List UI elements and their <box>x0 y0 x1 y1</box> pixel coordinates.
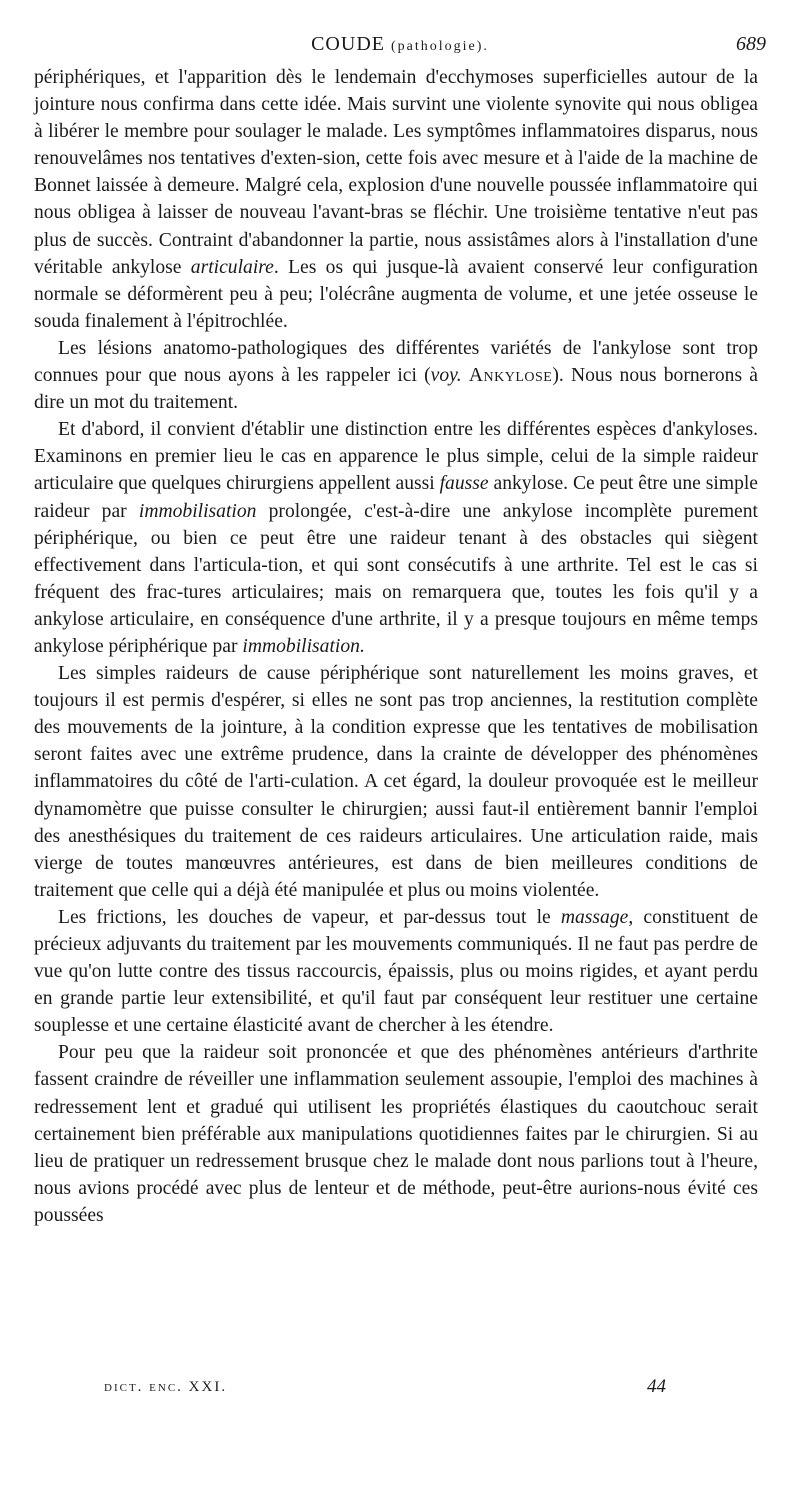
paragraph <box>34 904 758 1039</box>
italic-text: immobilisation. <box>242 635 365 657</box>
small-caps-text: Ankylose <box>468 365 553 387</box>
running-title-main: COUDE <box>311 33 385 55</box>
paragraph <box>34 660 758 904</box>
text-run: Et d'abord, il convient d'établir une distinction entre les différentes espèces d'ankyloses. Examinons en premier lieu le cas en apparence le plus simple, celui de la simple raideur articulaire que quelques chirurgiens appellent aussi <box>34 419 758 495</box>
page-footer <box>104 1374 704 1400</box>
text-run: Les lésions anatomo-pathologiques des différentes variétés de l'ankylose sont trop connues pour que nous ayons à les rappeler ici ( <box>34 337 758 387</box>
italic-text: voy. <box>430 365 462 387</box>
italic-text: massage <box>560 906 629 928</box>
paragraph <box>34 335 758 416</box>
running-title-subtitle: (pathologie). <box>390 39 489 54</box>
running-header <box>34 32 766 56</box>
italic-text: fausse <box>439 473 489 495</box>
paragraph <box>34 64 758 335</box>
text-run <box>462 365 469 386</box>
text-run: Les simples raideurs de cause périphérique sont naturellement les moins graves, et toujours il est permis d'espérer, si elles ne sont pas trop anciennes, la restitution complète des mouvements de la jointure, à la condition expresse que les tentatives de mobilisation seront faites avec une extrême prudence, dans la crainte de développer des phénomènes inflammatoires du côté de l'arti-culation. A cet égard, la douleur provoquée est le meilleur dynamomètre que puisse consulter le chirurgien; aussi faut-il entièrement bannir l'emploi des anesthésiques du traitement de ces raideurs articulaires. Une articulation raide, mais vierge de toutes manœuvres antérieures, est dans de bien meilleures conditions de traitement que celle qui a déjà été manipulée et plus ou moins violentée. <box>34 663 758 901</box>
text-run: ankylose. Ce peut être une simple raideur par <box>34 473 759 522</box>
text-run: prolongée, c'est-à-dire une ankylose incomplète purement périphérique, ou bien ce peut être une raideur tenant à des obstacles qui siègent effectivement dans l'articula-tion, et qui sont consécutifs à une arthrite. Tel est le cas si fréquent des frac-tures articulaires; mais on remarquera que, toutes les fois qu'il y a ankylose articulaire, en conséquence d'une arthrite, il y a presque toujours en même temps ankylose périphérique par <box>34 500 758 657</box>
text-run: , constituent de précieux adjuvants du traitement par les mouvements communiqués. Il ne faut pas perdre de vue qu'on lutte contre des tissus raccourcis, épaissis, plus ou moins rigides, et ayant perdu en grande partie leur extensibilité, et qu'il faut par conséquent leur restituer une certaine souplesse et une certaine élasticité avant de chercher à les étendre. <box>34 906 759 1037</box>
page-number: 689 <box>736 33 766 55</box>
text-run: Pour peu que la raideur soit prononcée et que des phénomènes antérieurs d'arthrite fassent craindre de réveiller une inflammation seulement assoupie, l'emploi des machines à redressement lent et gradué qui utilisent les propriétés élastiques du caoutchouc serait certainement bien préférable aux manipulations quotidiennes faites par le chirurgien. Si au lieu de pratiquer un redressement brusque chez le malade dont nous parlions tout à l'heure, nous avions procédé avec plus de lenteur et de méthode, peut-être aurions-nous évité ces poussées <box>34 1042 758 1226</box>
text-run: . Les os qui jusque-là avaient conservé leur configuration normale se déformèrent peu à peu; l'olécrâne augmenta de volume, et une jetée osseuse le souda finalement à l'épitrochlée. <box>34 256 758 332</box>
text-run: périphériques, et l'apparition dès le lendemain d'ecchymoses superficielles autour de la jointure nous confirma dans cette idée. Mais survint une violente synovite qui nous obligea à libérer le membre pour soulager le malade. Les symptômes inflammatoires disparus, nous renouvelâmes nos tentatives d'exten-sion, cette fois avec mesure et à l'aide de la machine de Bonnet laissée à demeure. Malgré cela, explosion d'une nouvelle poussée inflammatoire qui nous obligea à laisser de nouveau l'avant-bras se fléchir. Une troisième tentative n'eut pas plus de succès. Contraint d'abandonner la partie, nous assistâmes alors à l'installation d'une véritable ankylose <box>34 67 758 278</box>
text-run: ). Nous nous bornerons à dire un mot du traitement. <box>34 365 758 414</box>
signature-number: 44 <box>647 1376 666 1397</box>
text-run: Les frictions, les douches de vapeur, et par-dessus tout le <box>58 906 561 928</box>
italic-text: immobilisation <box>138 500 257 522</box>
paragraph <box>34 416 758 660</box>
running-title <box>34 32 766 59</box>
italic-text: articulaire <box>190 256 274 278</box>
printer-signature: dict. enc. XXI. <box>104 1379 228 1395</box>
paragraph <box>34 1039 758 1229</box>
body-text <box>34 64 758 1229</box>
